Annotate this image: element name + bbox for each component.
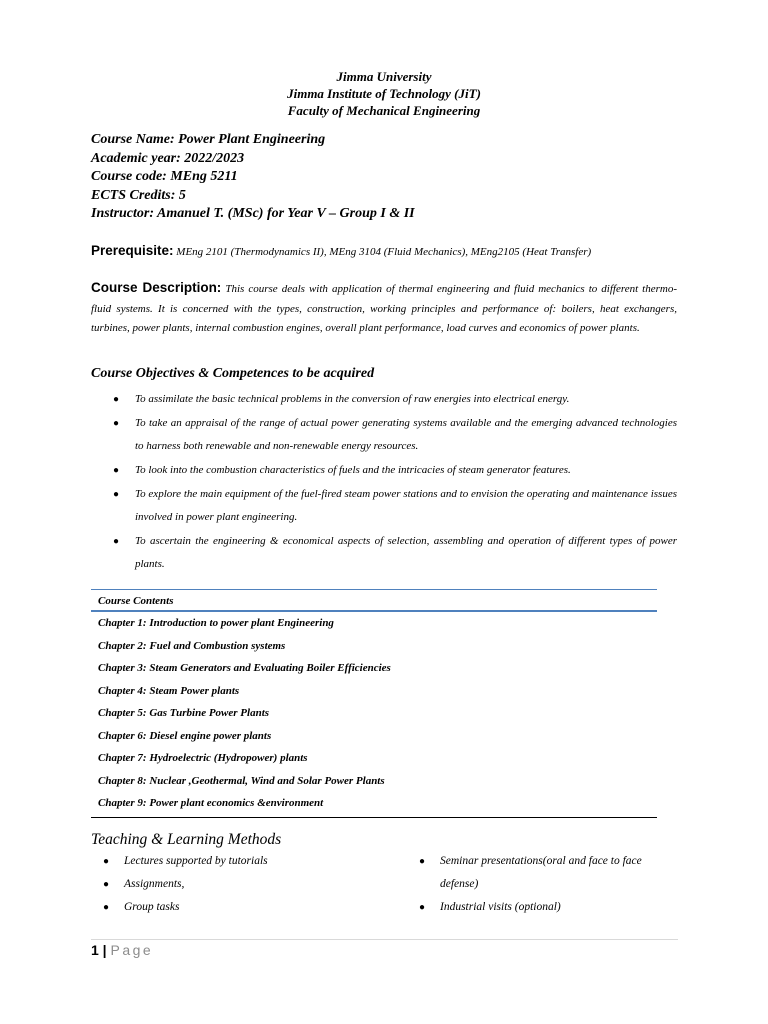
bullet-icon: ● [113, 489, 120, 500]
footer-rule [91, 939, 678, 940]
table-header: Course Contents [91, 590, 657, 612]
bullet-icon: ● [103, 879, 110, 890]
document-header [0, 68, 768, 119]
list-item [103, 896, 383, 919]
course-code: Course code: MEng 5211 [91, 169, 238, 184]
instructor-label: Instructor [91, 206, 150, 221]
table-row: Chapter 9: Power plant economics &environment [98, 797, 324, 809]
teaching-methods-right [419, 850, 679, 919]
table-row: Chapter 1: Introduction to power plant Engineering [98, 617, 334, 629]
bullet-icon: ● [103, 856, 110, 867]
objective-text: To assimilate the basic technical problems in the conversion of raw energies into electrical energy. [135, 393, 570, 405]
list-item [104, 459, 677, 482]
institute-name: Jimma Institute of Technology (JiT) [287, 86, 481, 101]
description-text: This course deals with application of thermal engineering and fluid mechanics to different thermo-fluid systems. It is concerned with the types, construction, working principles and performance of: boilers, heat exchangers, turbines, power plants, internal combustion engines, overall plant performance, load curves and economics of power plants. [91, 283, 678, 334]
table-row: Chapter 4: Steam Power plants [98, 684, 240, 697]
method-text: Lectures supported by tutorials [124, 855, 268, 867]
prerequisite-label: Prerequisite: [91, 243, 174, 258]
instructor-value: : Amanuel T. (MSc) for Year V – Group I & II [149, 206, 415, 221]
course-contents-table [91, 589, 657, 818]
course-description [91, 278, 677, 339]
objective-text: To take an appraisal of the range of actual power generating systems available and the emerging advanced technologies to harness both renewable and non-renewable energy resources. [135, 417, 677, 452]
course-name: Course Name: Power Plant Engineering [91, 132, 326, 147]
course-info [91, 131, 691, 224]
method-text: Industrial visits (optional) [440, 901, 561, 913]
list-item [104, 388, 677, 411]
table-row: Chapter 5: Gas Turbine Power Plants [98, 707, 270, 719]
description-label: Course Description: [91, 280, 222, 295]
list-item [104, 530, 677, 576]
method-text: Seminar presentations(oral and face to face defense) [440, 855, 642, 890]
list-item [419, 850, 679, 896]
table-row: Chapter 8: Nuclear ,Geothermal, Wind and Solar Power Plants [98, 774, 385, 787]
footer-separator: | [98, 942, 111, 958]
bullet-icon: ● [103, 902, 110, 913]
academic-year: Academic year: 2022/2023 [91, 150, 245, 166]
instructor [91, 205, 691, 224]
teaching-methods-left [103, 850, 383, 919]
bullet-icon: ● [113, 465, 120, 476]
objective-text: To look into the combustion characteristics of fuels and the intricacies of steam generator features. [135, 464, 571, 476]
faculty-name: Faculty of Mechanical Engineering [287, 103, 481, 118]
table-row: Chapter 2: Fuel and Combustion systems [98, 639, 286, 652]
page-number: 1 [91, 942, 99, 958]
bullet-icon: ● [113, 536, 120, 547]
page-label: Page [110, 942, 154, 958]
teaching-methods-title: Teaching & Learning Methods [91, 831, 282, 848]
table-bottom-rule [91, 817, 657, 818]
objective-text: To ascertain the engineering & economical aspects of selection, assembling and operation of different types of power plants. [135, 535, 677, 570]
list-item [419, 896, 679, 919]
objective-text: To explore the main equipment of the fuel-fired steam power stations and to envision the operating and maintenance issues involved in power plant engineering. [135, 488, 677, 523]
bullet-icon: ● [419, 856, 426, 867]
objectives-title: Course Objectives & Competences to be acquired [91, 366, 375, 381]
prerequisite-section [91, 243, 691, 258]
list-item [103, 873, 383, 896]
prerequisite-text: MEng 2101 (Thermodynamics II), MEng 3104 (Fluid Mechanics), MEng2105 (Heat Transfer) [176, 246, 592, 258]
table-row: Chapter 6: Diesel engine power plants [98, 729, 272, 742]
list-item [104, 412, 677, 458]
objectives-list [104, 388, 677, 577]
method-text: Group tasks [124, 901, 180, 913]
table-row: Chapter 7: Hydroelectric (Hydropower) plants [98, 752, 308, 764]
bullet-icon: ● [113, 394, 120, 405]
bullet-icon: ● [113, 418, 120, 429]
university-name: Jimma University [336, 69, 432, 84]
list-item [103, 850, 383, 873]
list-item [104, 483, 677, 529]
method-text: Assignments, [124, 878, 185, 890]
ects-credits: ECTS Credits: 5 [91, 187, 186, 203]
bullet-icon: ● [419, 902, 426, 913]
table-row: Chapter 3: Steam Generators and Evaluating Boiler Efficiencies [98, 662, 391, 674]
page-footer [91, 942, 153, 958]
